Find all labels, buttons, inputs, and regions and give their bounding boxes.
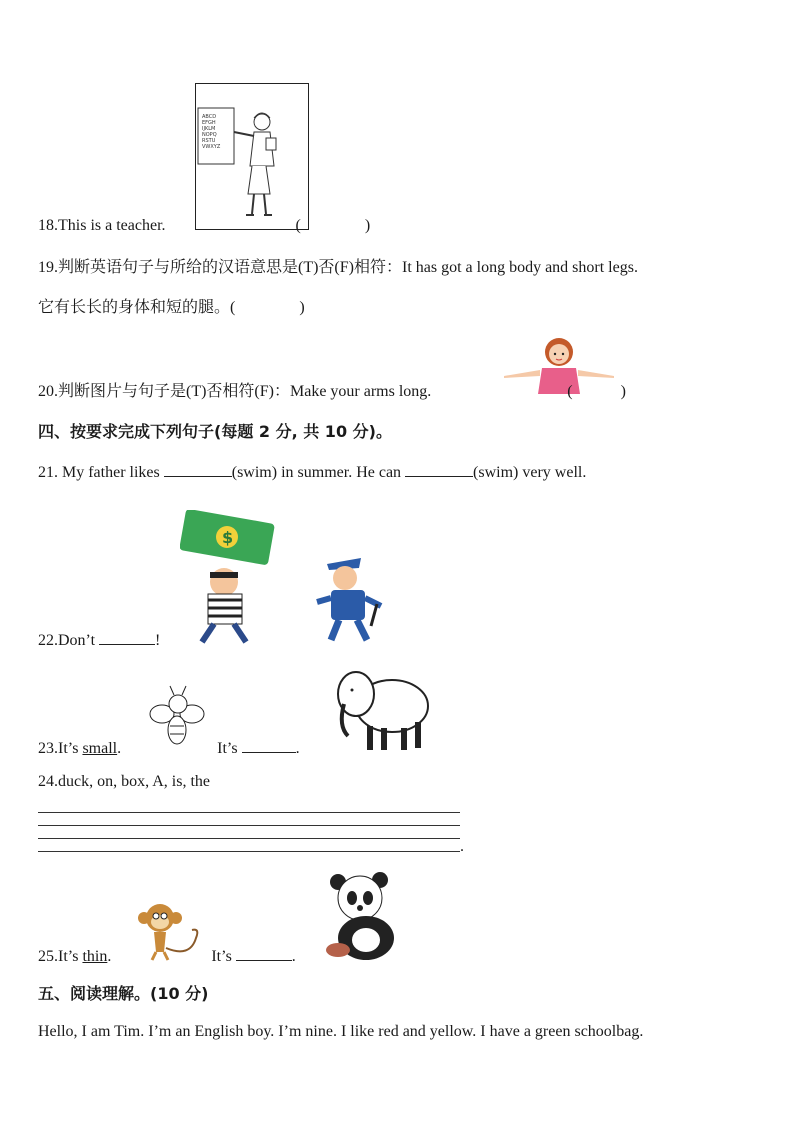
question-text: This is a teacher. [58,217,166,234]
question-number: 20. [38,383,58,400]
teacher-picture [195,83,309,230]
question-text: (swim) in summer. He can [231,464,402,481]
svg-text:VWXYZ: VWXYZ [202,144,221,150]
question-number: 18. [38,217,58,234]
svg-text:EFGH: EFGH [202,120,216,126]
question-25: 25.It’s thin. It’s . [38,948,296,965]
writing-line[interactable] [38,825,460,826]
question-23: 23.It’s small. It’s . [38,740,300,757]
writing-line[interactable] [38,851,460,852]
question-20 [38,378,626,401]
thief-picture [180,510,276,646]
answer-blank[interactable] [242,738,296,753]
question-19 [38,254,638,277]
writing-line[interactable] [38,812,460,813]
question-number: 24. [38,773,58,790]
question-21 [38,462,586,482]
question-number: 21. [38,464,58,481]
scrambled-words: duck, on, box, A, is, the [58,773,210,790]
answer-blank-1[interactable] [164,462,232,477]
question-number: 19. [38,259,58,276]
question-22: 22.Don’t ! [38,632,161,649]
policeman-picture [313,546,391,646]
question-text: 判断图片与句子是(T)否相符(F)：Make your arms long. [58,383,432,400]
section-4-title: 四、按要求完成下列句子(每题 2 分, 共 10 分)。 [38,422,392,441]
question-19-translation[interactable] [38,294,305,317]
question-text: Don’t [58,632,96,649]
question-number: 23. [38,740,58,757]
question-text: My father likes [62,464,160,481]
reading-passage: Hello, I am Tim. I’m an English boy. I’m nine. I like red and yellow. I have a green schoolbag. [38,1023,644,1040]
question-24 [38,773,210,791]
svg-text:ABCD: ABCD [202,114,217,120]
question-number: 25. [38,948,58,965]
svg-text:$: $ [222,528,234,547]
answer-blank-2[interactable] [405,462,473,477]
answer-blank[interactable] [236,946,292,961]
svg-text:RSTU: RSTU [202,138,216,144]
answer-bracket[interactable]: ( ) [295,217,371,234]
question-text: 判断英语句子与所给的汉语意思是(T)否(F)相符：It has got a long body and short legs. [58,259,638,276]
answer-bracket[interactable]: ( ) [567,383,626,400]
section-5-title: 五、阅读理解。(10 分) [38,984,209,1003]
underlined-word: small [82,740,118,757]
sentence-period: . [460,838,464,855]
question-18 [38,212,370,235]
underlined-word: thin [82,948,108,965]
svg-text:IJKLM: IJKLM [202,126,216,132]
writing-line[interactable] [38,838,460,839]
question-text: 它有长长的身体和短的腿。( ) [38,299,305,316]
elephant-picture [332,664,434,754]
question-number: 22. [38,632,58,649]
panda-picture [324,868,404,962]
svg-text:NOPQ: NOPQ [202,132,217,138]
question-text: (swim) very well. [473,464,587,481]
answer-blank[interactable] [99,630,155,645]
